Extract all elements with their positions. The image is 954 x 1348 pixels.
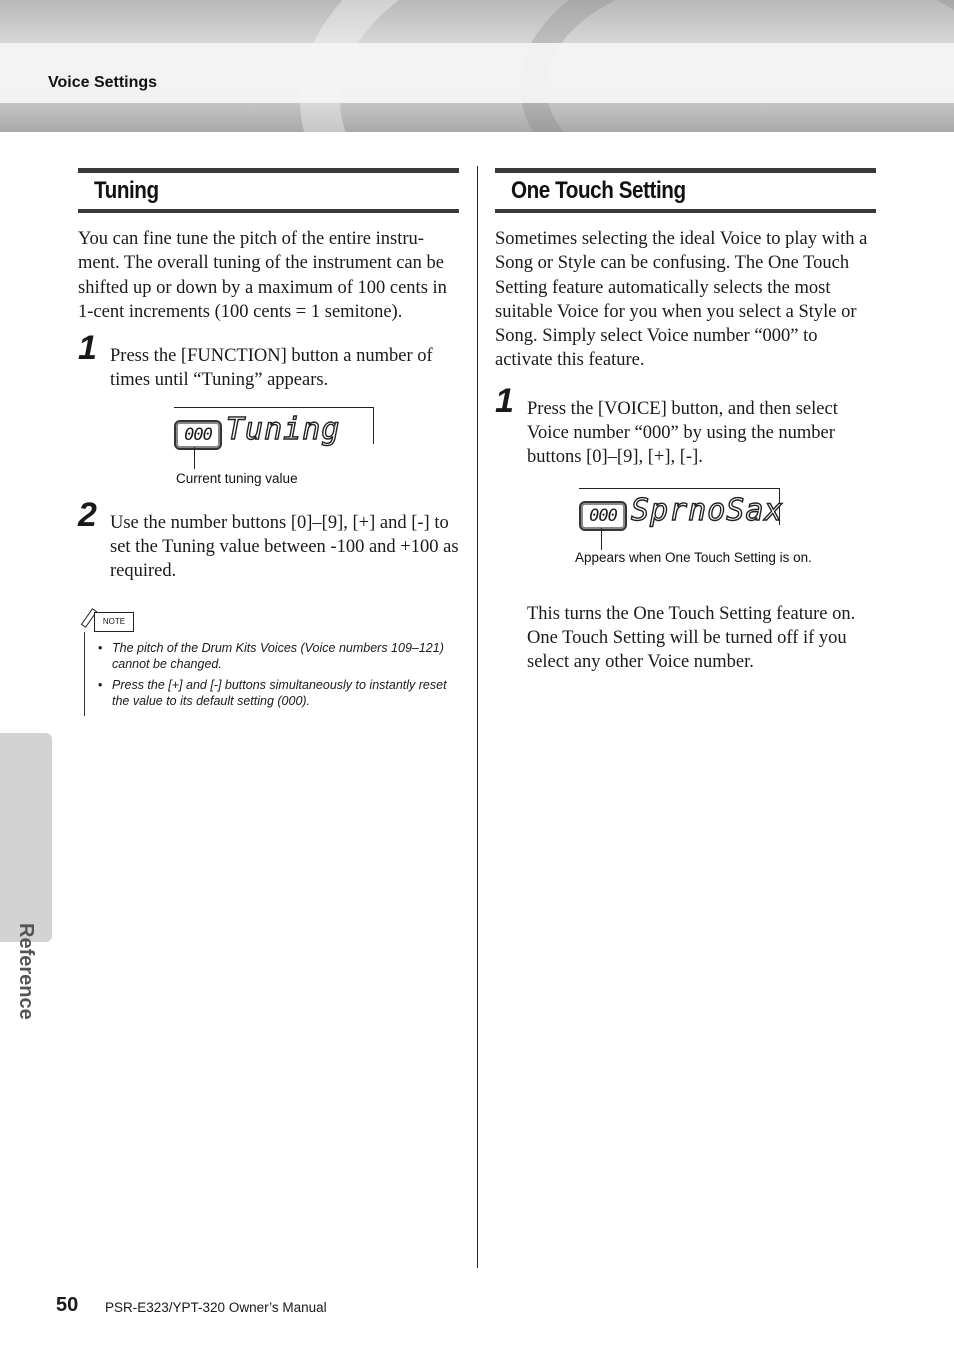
step-text: Press the [VOICE] button, and then select Voice number “000” by using the number buttons [0]–[9], [+], [-]. [527, 398, 838, 468]
note-list [96, 640, 459, 709]
side-tab-label: Reference [15, 923, 37, 1020]
note-icon [86, 610, 130, 632]
tuning-heading-box [78, 168, 459, 213]
lcd-text: SprnoSax [631, 492, 784, 528]
note-item: • The pitch of the Drum Kits Voices (Voice numbers 109–121) cannot be changed. [96, 640, 459, 672]
lcd-number: 000 [579, 501, 627, 531]
lcd-pointer-line [601, 528, 602, 550]
reference-side-tab [0, 733, 52, 1020]
column-divider [477, 166, 478, 1268]
step-number: 2 [78, 495, 97, 534]
one-touch-intro: Sometimes selecting the ideal Voice to play with a Song or Style can be confusing. The One Touch Setting feature automatically selects the most suitable Voice for you when you select a Style or Song. Simply select Voice number “000” to activate this feature. [495, 229, 868, 371]
page-number: 50 [56, 1294, 79, 1316]
one-touch-result: This turns the One Touch Setting feature on. One Touch Setting will be turned off if you select any other Voice number. [527, 603, 856, 673]
lcd-number: 000 [174, 420, 222, 450]
one-touch-step-1 [495, 381, 876, 470]
tuning-step-1 [78, 329, 459, 393]
one-touch-section [495, 168, 876, 675]
note-item: • Press the [+] and [-] buttons simultaneously to instantly reset the value to its default setting (000). [96, 677, 459, 709]
tuning-step-2 [78, 495, 459, 584]
one-touch-lcd-figure [495, 488, 876, 584]
step-text: Press the [FUNCTION] button a number of times until “Tuning” appears. [110, 346, 433, 391]
one-touch-heading: One Touch Setting [511, 177, 686, 204]
lcd-text: Tuning [226, 411, 341, 447]
tuning-note [78, 610, 459, 709]
tuning-heading: Tuning [94, 177, 159, 204]
one-touch-heading-box [495, 168, 876, 213]
lcd-caption: Current tuning value [176, 470, 298, 486]
lcd-pointer-line [194, 447, 195, 469]
section-label: Voice Settings [48, 74, 158, 91]
header-strip [0, 43, 954, 103]
note-icon-label: NOTE [94, 612, 134, 632]
tuning-lcd-figure [78, 407, 459, 499]
header-band [0, 0, 954, 132]
one-touch-lcd-display [579, 488, 784, 528]
tuning-section [78, 168, 459, 714]
step-number: 1 [78, 329, 97, 368]
manual-title: PSR-E323/YPT-320 Owner’s Manual [105, 1300, 327, 1315]
tuning-lcd-display [174, 407, 374, 447]
step-text: Use the number buttons [0]–[9], [+] and [-] to set the Tuning value between -100 and +100 as required. [110, 512, 459, 582]
lcd-caption: Appears when One Touch Setting is on. [575, 549, 812, 565]
step-number: 1 [495, 381, 514, 420]
tuning-intro: You can fine tune the pitch of the entire instru-ment. The overall tuning of the instrument can be shifted up or down by a maximum of 100 cents in 1-cent increments (100 cents = 1 semitone). [78, 229, 447, 322]
note-bar [84, 632, 85, 716]
